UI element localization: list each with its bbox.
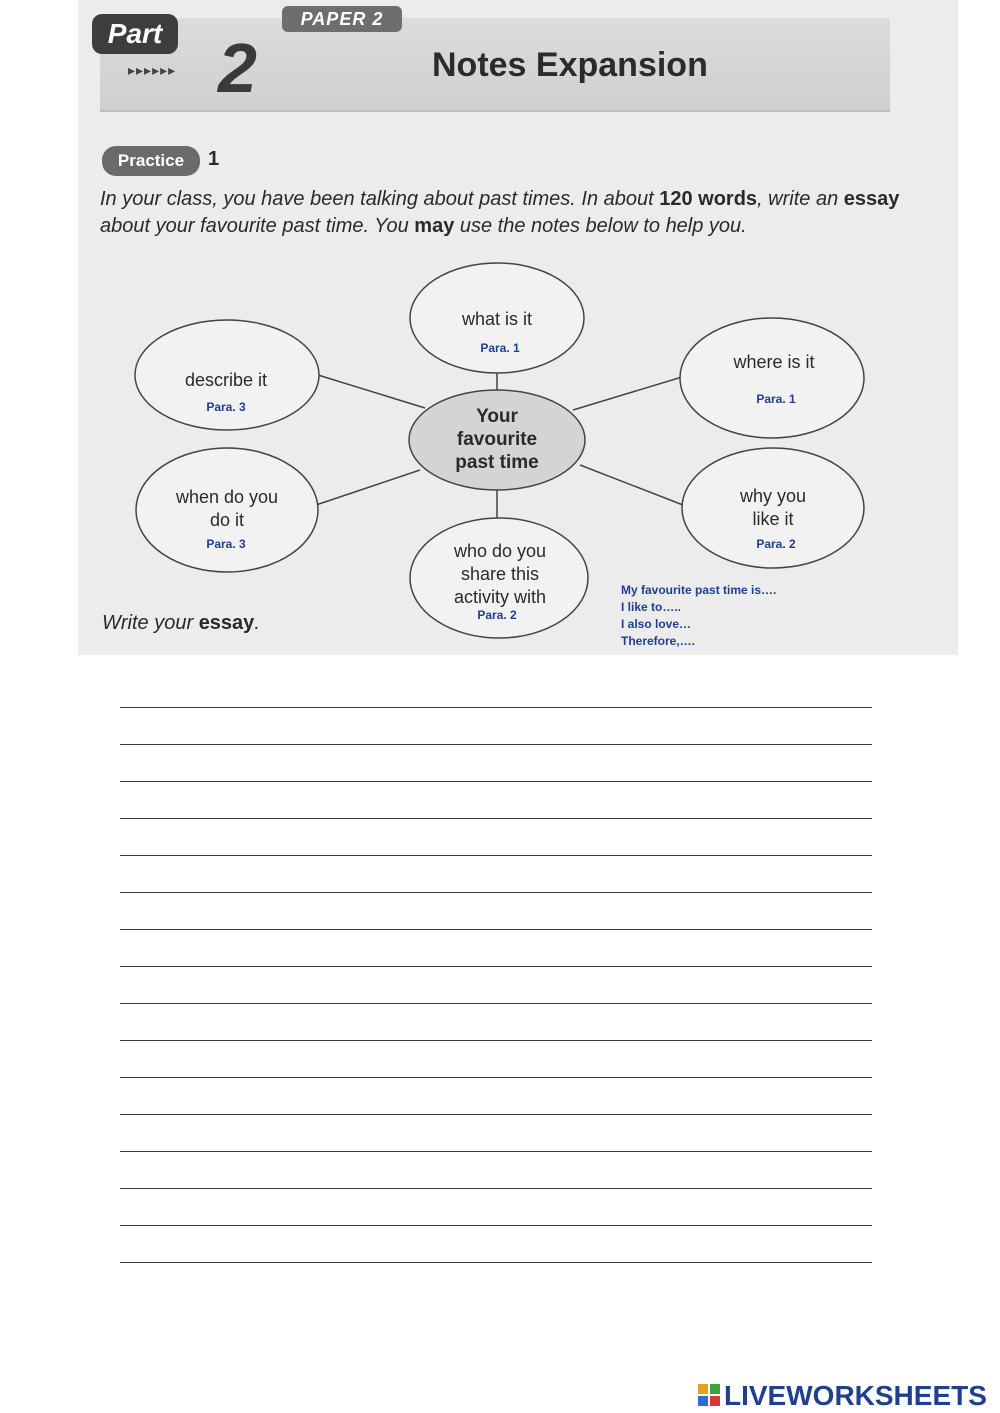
part-number: 2: [218, 29, 257, 107]
writing-line[interactable]: [120, 744, 872, 745]
starter-line: Therefore,….: [621, 634, 696, 648]
writing-line[interactable]: [120, 1040, 872, 1041]
writing-line[interactable]: [120, 1262, 872, 1263]
writing-line[interactable]: [120, 818, 872, 819]
para-label: Para. 3: [206, 400, 246, 414]
arrows-decoration: ▸▸▸▸▸▸: [128, 62, 177, 78]
brand-logo-text: LIVEWORKSHEETS: [724, 1380, 987, 1411]
para-label: Para. 2: [756, 537, 796, 551]
connector-line: [573, 377, 682, 410]
node-what-is-it: what is it: [461, 309, 533, 329]
writing-line[interactable]: [120, 966, 872, 967]
writing-line[interactable]: [120, 1225, 872, 1226]
para-label: Para. 2: [477, 608, 517, 622]
para-label: Para. 1: [756, 392, 796, 406]
writing-line[interactable]: [120, 929, 872, 930]
starter-line: My favourite past time is….: [621, 583, 777, 597]
paper-badge: PAPER 2: [282, 6, 402, 32]
instructions: In your class, you have been talking about past times. In about 120 words, write an essay about your favourite past time. You may use the notes below to help you.: [100, 188, 900, 237]
sentence-starters: [621, 582, 776, 650]
para-label: Para. 3: [206, 537, 246, 551]
node-describe-it: describe it: [184, 370, 268, 390]
center-bubble-text: Your favourite past time: [455, 406, 539, 473]
liveworksheets-logo-icon: [698, 1384, 720, 1406]
starter-line: I like to…..: [621, 600, 682, 614]
write-prompt: Write your essay.: [102, 612, 260, 634]
writing-line[interactable]: [120, 855, 872, 856]
para-label: Para. 1: [480, 341, 520, 355]
writing-line[interactable]: [120, 1077, 872, 1078]
connector-line: [318, 375, 425, 408]
practice-number: 1: [208, 148, 220, 170]
writing-line[interactable]: [120, 1151, 872, 1152]
part-badge: Part: [92, 14, 178, 54]
node-who-do-you-share: who do you share this activity with: [453, 541, 547, 607]
writing-line[interactable]: [120, 781, 872, 782]
writing-line[interactable]: [120, 1003, 872, 1004]
connector-line: [580, 465, 683, 505]
connector-line: [316, 470, 420, 505]
writing-line[interactable]: [120, 707, 872, 708]
node-where-is-it: where is it: [733, 352, 815, 372]
practice-badge: Practice: [102, 146, 200, 176]
writing-line[interactable]: [120, 1114, 872, 1115]
node-why-you-like-it: why you like it: [739, 486, 807, 529]
writing-line[interactable]: [120, 1188, 872, 1189]
node-when-do-you-do-it: when do you do it: [175, 487, 279, 530]
starter-line: I also love…: [621, 617, 692, 631]
writing-line[interactable]: [120, 892, 872, 893]
node-bubble: [680, 318, 864, 438]
page-title: Notes Expansion: [432, 46, 708, 84]
